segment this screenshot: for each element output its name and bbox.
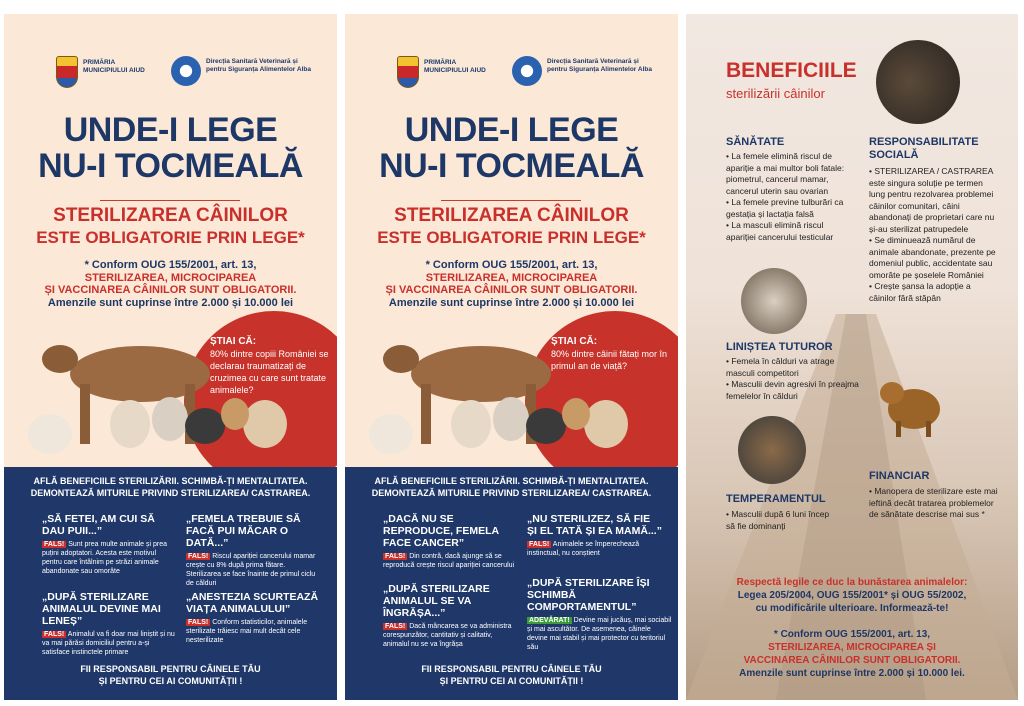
peace-item: • Masculii devin agresivi în preajma femelelor în călduri	[726, 379, 859, 401]
myth-question: „NU STERILIZEZ, SĂ FIE ȘI EL TATĂ ȘI EA MAMĂ...”	[527, 513, 662, 537]
mandate-line-2: ESTE OBLIGATORIE PRIN LEGE*	[377, 228, 646, 247]
headline-line-1: UNDE-I LEGE	[63, 111, 278, 149]
legal-note	[345, 259, 678, 309]
myth-answer	[42, 630, 177, 657]
legal-note-line: * Conform OUG 155/2001, art. 13,	[773, 629, 931, 640]
myth-question: „DUPĂ STERILIZARE ÎȘI SCHIMBĂ COMPORTAMENTUL”	[527, 577, 650, 613]
myth-question: „ANESTEZIA SCURTEAZĂ VIAȚA ANIMALULUI”	[186, 591, 319, 615]
myth-item	[527, 577, 672, 652]
cta-line: DEMONTEAZĂ MITURILE PRIVIND STERILIZAREA/ CASTRAREA.	[30, 488, 311, 498]
legal-note-line: STERILIZAREA, MICROCIPAREA	[425, 271, 598, 284]
false-tag: FALS!	[44, 541, 65, 548]
temper-heading: TEMPERAMENTUL	[726, 493, 826, 505]
mandate-line-1: STERILIZAREA CÂINILOR	[53, 205, 288, 226]
fact-box	[210, 336, 330, 396]
health-heading: SĂNĂTATE	[726, 136, 785, 148]
myth-item	[42, 513, 177, 576]
myth-question: „DUPĂ STERILIZARE ANIMALUL SE VA ÎNGRĂȘA...”	[383, 583, 490, 619]
myth-question: „SĂ FETEI, AM CUI SĂ DAU PUII...”	[42, 513, 155, 537]
social-item: • Crește șansa la adopție a câinilor fără stăpân	[869, 281, 971, 303]
social-item: • Se diminuează numărul de animale abandonate, prezente pe domeniul public, accidentate sau omorâte pe șoselele României	[869, 235, 996, 280]
health-item: • La femele elimină riscul de apariție a mai multor boli fatale: piometrul, cancerul mamar, cancerul uterin sau ovarian	[726, 151, 845, 196]
cta-line: DEMONTEAZĂ MITURILE PRIVIND STERILIZAREA/ CASTRAREA.	[371, 488, 652, 498]
headline	[4, 112, 337, 184]
poster-1	[4, 14, 337, 700]
myth-answer	[186, 618, 321, 645]
false-tag: FALS!	[188, 619, 209, 626]
mandate	[345, 205, 678, 249]
myth-item	[527, 513, 662, 558]
fact-box	[551, 336, 671, 372]
myth-answer-text: Animalele se împerechează instinctual, nu conștient	[527, 541, 640, 557]
headline	[345, 112, 678, 184]
legal-note	[4, 259, 337, 309]
footer	[4, 663, 337, 687]
false-tag: FALS!	[188, 553, 209, 560]
mandate-line-2: ESTE OBLIGATORIE PRIN LEGE*	[36, 228, 305, 247]
cta	[345, 475, 678, 499]
false-tag: FALS!	[44, 631, 65, 638]
false-tag: FALS!	[529, 541, 550, 548]
peace-heading: LINIȘTEA TUTUROR	[726, 341, 833, 353]
cta	[4, 475, 337, 499]
dog-on-road-illustration	[874, 369, 954, 441]
legal-note-line: * Conform OUG 155/2001, art. 13,	[425, 259, 598, 271]
myth-answer	[383, 552, 518, 570]
myth-item	[383, 513, 518, 570]
finance-item: • Manopera de sterilizare este mai ieftină decât tratarea problemelor de sănătate descrise mai sus *	[869, 486, 998, 519]
peace-list	[726, 356, 861, 402]
myth-item	[42, 591, 177, 657]
myth-answer	[186, 552, 321, 588]
myth-answer-text: Din contră, dacă ajunge să se reproducă crește riscul apariției cancerului	[383, 553, 515, 569]
myth-answer	[42, 540, 177, 576]
temper-list	[726, 509, 836, 532]
agency-seal-icon	[171, 56, 201, 86]
mandate	[4, 205, 337, 249]
headline-line-1: UNDE-I LEGE	[404, 111, 619, 149]
legal-line: cu modificările ulterioare. Informează-te!	[755, 603, 949, 614]
fact-text: 80% dintre copiii României se declarau traumatizați de cruzimea cu care sunt tratate animalele?	[210, 349, 329, 395]
legal-text	[686, 576, 1018, 615]
cta-line: AFLĂ BENEFICIILE STERILIZĂRII. SCHIMBĂ-ȚI MENTALITATEA.	[374, 476, 649, 486]
agency-name: Direcția Sanitară Veterinară și pentru Siguranța Alimentelor Alba	[547, 58, 652, 73]
mandate-line-1: STERILIZAREA CÂINILOR	[394, 205, 629, 226]
cta-line: AFLĂ BENEFICIILE STERILIZĂRII. SCHIMBĂ-ȚI MENTALITATEA.	[33, 476, 308, 486]
footer-line: FII RESPONSABIL PENTRU CÂINELE TĂU	[421, 664, 602, 674]
myth-answer-text: Dacă mâncarea se va administra corespunzător, cantitativ și calitativ, animalul nu se va îngrășa	[383, 623, 512, 648]
benefits-panel	[686, 14, 1018, 700]
agency-name: Direcția Sanitară Veterinară și pentru Siguranța Alimentelor Alba	[206, 58, 311, 73]
health-list	[726, 151, 851, 243]
myth-item	[383, 583, 518, 649]
legal-note-line: STERILIZAREA, MICROCIPAREA ȘI	[768, 642, 936, 653]
myth-answer-text: Riscul apariției cancerului mamar crește cu 8% după prima fătare. Sterilizarea se face înainte de primul ciclu de călduri	[186, 553, 316, 587]
municipality-crest-icon	[397, 56, 419, 88]
true-tag: ADEVĂRAT!	[529, 617, 570, 624]
fact-text: 80% dintre câinii fătați mor în primul an de viață?	[551, 349, 668, 371]
dog-nose-photo	[741, 268, 807, 334]
footer-line: ȘI PENTRU CEI AI COMUNITĂȚII !	[98, 676, 243, 686]
myth-answer-text: Animalul va fi doar mai liniștit și nu va mai părăsi domiciliul pentru a-și satisface instinctele primare	[42, 631, 175, 656]
myth-answer-text: Sunt prea multe animale și prea puțini adoptatori. Acesta este motivul pentru care întâlnim pe străzi animale abandonate sau omorâte	[42, 541, 168, 575]
myth-question: „DACĂ NU SE REPRODUCE, FEMELA FACE CANCER”	[383, 513, 499, 549]
fact-title: ȘTIAI CĂ:	[551, 336, 598, 347]
poster-2	[345, 14, 678, 700]
legal-note	[686, 628, 1018, 680]
legal-line: Legea 205/2004, OUG 155/2001* și OUG 55/2002,	[737, 590, 967, 601]
puppies-photo	[876, 40, 960, 124]
finance-list	[869, 486, 999, 521]
peace-item: • Femela în călduri va atrage masculi competitori	[726, 356, 835, 378]
myth-item	[186, 513, 321, 588]
health-item: • La masculi elimină riscul apariției cancerului testicular	[726, 220, 834, 242]
headline-line-2: NU-I TOCMEALĂ	[38, 147, 303, 185]
false-tag: FALS!	[385, 553, 406, 560]
municipality-crest-icon	[56, 56, 78, 88]
social-list	[869, 166, 999, 304]
health-item: • La femele previne tulburări ca gestația și lactația falsă	[726, 197, 844, 219]
logo-bar	[397, 56, 652, 96]
social-heading: RESPONSABILITATE SOCIALĂ	[869, 136, 979, 161]
benefits-title: BENEFICIILE	[726, 59, 857, 82]
legal-note-line: STERILIZAREA, MICROCIPAREA	[84, 271, 257, 284]
false-tag: FALS!	[385, 623, 406, 630]
headline-line-2: NU-I TOCMEALĂ	[379, 147, 644, 185]
legal-line: Respectă legile ce duc la bunăstarea animalelor:	[736, 577, 968, 588]
legal-note-line: Amenzile sunt cuprinse între 2.000 și 10.000 lei	[388, 296, 635, 309]
logo-bar	[56, 56, 311, 96]
myth-item	[186, 591, 321, 645]
myth-question: „FEMELA TREBUIE SĂ FACĂ PUI MĂCAR O DATĂ...”	[186, 513, 301, 549]
myth-question: „DUPĂ STERILIZARE ANIMALUL DEVINE MAI LENEȘ”	[42, 591, 161, 627]
legal-note-line: VACCINAREA CÂINILOR SUNT OBLIGATORII.	[743, 655, 961, 666]
myths-section	[345, 467, 678, 700]
footer-line: ȘI PENTRU CEI AI COMUNITĂȚII !	[439, 676, 584, 686]
myths-section	[4, 467, 337, 700]
social-item: • STERILIZAREA / CASTRAREA este singura soluție pe termen lung pentru rezolvarea problemei câinilor comunitari, câini abandonați de proprietari care nu și-au sterilizat patrupedele	[869, 166, 995, 234]
myth-answer	[527, 616, 672, 652]
myth-answer	[527, 540, 662, 558]
myth-answer-text: Devine mai jucăuș, mai sociabil și mai ascultător. De asemenea, câinele devine mai stabil și mai protector cu teritoriul său	[527, 617, 672, 651]
legal-note-line: Amenzile sunt cuprinse între 2.000 și 10.000 lei.	[739, 668, 965, 679]
dogs-fighting-photo	[738, 416, 806, 484]
myth-answer	[383, 622, 518, 649]
footer	[345, 663, 678, 687]
divider	[100, 200, 240, 201]
divider	[441, 200, 581, 201]
temper-item: • Masculii după 6 luni încep să fie dominanți	[726, 509, 830, 531]
benefits-subtitle: sterilizării câinilor	[726, 86, 825, 101]
finance-heading: FINANCIAR	[869, 470, 930, 482]
municipality-name: PRIMĂRIA MUNICIPIULUI AIUD	[83, 59, 145, 74]
municipality-name: PRIMĂRIA MUNICIPIULUI AIUD	[424, 59, 486, 74]
footer-line: FII RESPONSABIL PENTRU CÂINELE TĂU	[80, 664, 261, 674]
legal-note-line: ȘI VACCINAREA CÂINILOR SUNT OBLIGATORII.	[385, 284, 638, 296]
agency-seal-icon	[512, 56, 542, 86]
legal-note-line: Amenzile sunt cuprinse între 2.000 și 10.000 lei	[47, 296, 294, 309]
legal-note-line: ȘI VACCINAREA CÂINILOR SUNT OBLIGATORII.	[44, 284, 297, 296]
legal-note-line: * Conform OUG 155/2001, art. 13,	[84, 259, 257, 271]
myth-answer-text: Conform statisticilor, animalele sterilizate trăiesc mai mult decât cele nesterilizate	[186, 619, 308, 644]
fact-title: ȘTIAI CĂ:	[210, 336, 257, 347]
